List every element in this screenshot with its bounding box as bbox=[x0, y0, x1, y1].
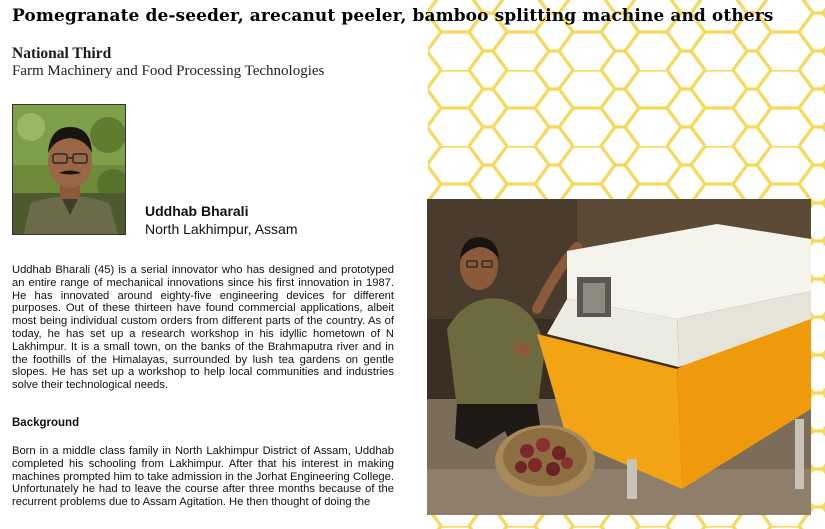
innovator-portrait bbox=[12, 104, 126, 235]
innovator-location: North Lakhimpur, Assam bbox=[145, 221, 298, 237]
portrait-image bbox=[13, 105, 126, 235]
machine-photo bbox=[427, 199, 811, 515]
background-paragraph: Born in a middle class family in North Lakhimpur District of Assam, Uddhab completed his schooling from Lakhimpur. After that his interest in making machines prompted him to take admission in the Jorhat Engineering College. Unfortunately he had to leave the course after three months because of the recurrent problems due to Assam Agitation. He then thought of doing the bbox=[12, 445, 394, 509]
innovator-name: Uddhab Bharali bbox=[145, 203, 249, 219]
machine-photo-image bbox=[427, 199, 811, 515]
background-heading: Background bbox=[12, 417, 80, 429]
category-label: Farm Machinery and Food Processing Technologies bbox=[12, 63, 325, 79]
intro-paragraph: Uddhab Bharali (45) is a serial innovator who has designed and prototyped an entire range of mechanical innovations since his first innovation in 1987. He has innovated around eighty-five engineering devices for different purposes. Out of these thirteen have found commercial applications, albeit most being individual custom orders from different parts of the country. As of today, he has set up a research workshop in his idyllic hometown of N Lakhimpur. It is a small town, on the banks of the Brahmaputra river and in the foothills of the Himalayas, surrounded by lush tea gardens on gentle slopes. He has set up a workshop to help local communities and industries solve their technological needs. bbox=[12, 264, 394, 392]
award-label: National Third bbox=[12, 45, 112, 62]
page-title: Pomegranate de-seeder, arecanut peeler, bamboo splitting machine and others bbox=[12, 6, 774, 26]
